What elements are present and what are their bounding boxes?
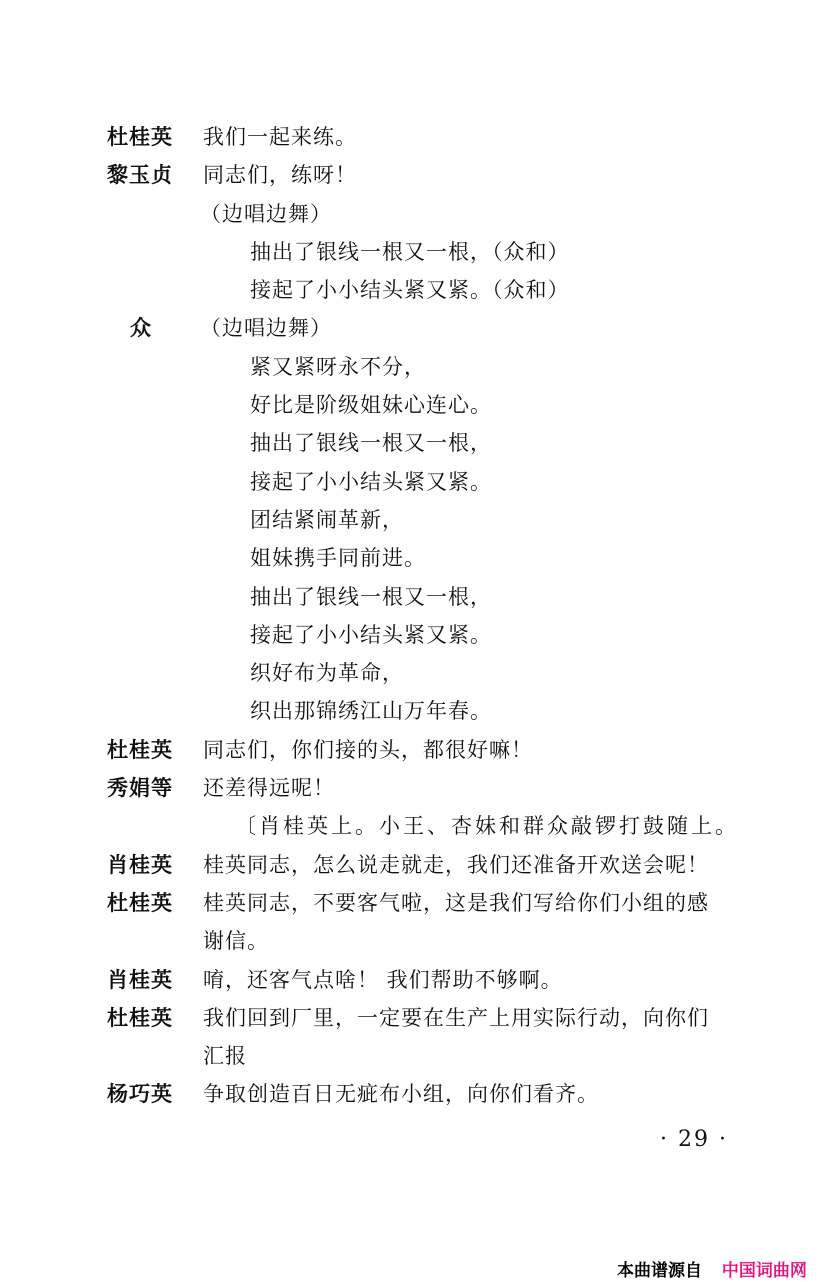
lyric-line: 紧又紧呀永不分，	[250, 354, 426, 379]
script-line	[0, 237, 822, 275]
dialogue-text: 我们回到厂里，一定要在生产上用实际行动，向你们	[203, 1005, 709, 1030]
stage-direction: 〔肖桂英上。小王、杏妹和群众敲锣打鼓随上。	[235, 814, 739, 839]
script-line	[0, 1079, 822, 1117]
lyric-line: 接起了小小结头紧又紧。（众和）	[250, 278, 570, 303]
speaker-name: 黎玉贞	[107, 163, 173, 188]
dialogue-text: 还差得远呢！	[203, 776, 335, 801]
lyric-line: 抽出了银线一根又一根，	[250, 431, 492, 456]
script-line	[0, 582, 822, 620]
script-line	[0, 926, 822, 964]
dialogue-text: 汇报	[203, 1044, 247, 1069]
performance-note: （边唱边舞）	[200, 201, 332, 226]
speaker-name: 秀娟等	[107, 776, 173, 801]
lyric-line: 抽出了银线一根又一根，	[250, 584, 492, 609]
performance-note: （边唱边舞）	[200, 316, 332, 341]
dialogue-text: 唷，还客气点啥！ 我们帮助不够啊。	[203, 967, 563, 992]
script-line	[0, 811, 822, 849]
script-line	[0, 735, 822, 773]
footer-watermark	[617, 1256, 807, 1281]
script-line	[0, 313, 822, 351]
lyric-line: 织出那锦绣江山万年春。	[250, 699, 492, 724]
script-line	[0, 160, 822, 198]
script-body	[0, 122, 822, 1118]
speaker-name: 杜桂英	[107, 1005, 173, 1030]
dialogue-text: 争取创造百日无疵布小组，向你们看齐。	[203, 1082, 599, 1107]
speaker-name: 杜桂英	[107, 890, 173, 915]
speaker-name: 肖桂英	[107, 967, 173, 992]
script-line	[0, 428, 822, 466]
footer-site-link[interactable]: 中国词曲网	[721, 1261, 807, 1281]
dialogue-text: 桂英同志，不要客气啦，这是我们写给你们小组的感	[203, 890, 709, 915]
lyric-line: 接起了小小结头紧又紧。	[250, 469, 492, 494]
dialogue-text: 谢信。	[203, 929, 269, 954]
speaker-name: 杜桂英	[107, 737, 173, 762]
lyric-line: 接起了小小结头紧又紧。	[250, 622, 492, 647]
script-line	[0, 505, 822, 543]
dialogue-text: 我们一起来练。	[203, 125, 357, 149]
script-line	[0, 620, 822, 658]
script-line	[0, 352, 822, 390]
script-line	[0, 390, 822, 428]
script-line	[0, 696, 822, 734]
script-line	[0, 1003, 822, 1041]
script-line	[0, 467, 822, 505]
script-line	[0, 658, 822, 696]
script-line	[0, 543, 822, 581]
script-line	[0, 122, 822, 160]
script-line	[0, 965, 822, 1003]
dialogue-text: 同志们，练呀！	[203, 163, 357, 188]
script-line	[0, 850, 822, 888]
speaker-name: 众	[130, 316, 152, 341]
lyric-line: 好比是阶级姐妹心连心。	[250, 393, 492, 418]
lyric-line: 团结紧闹革新，	[250, 507, 404, 532]
dialogue-text: 桂英同志，怎么说走就走，我们还准备开欢送会呢！	[203, 852, 709, 877]
footer-source-label: 本曲谱源自	[617, 1261, 702, 1281]
speaker-name: 肖桂英	[107, 852, 173, 877]
speaker-name: 杜桂英	[107, 125, 173, 149]
dialogue-text: 同志们，你们接的头，都很好嘛！	[203, 737, 533, 762]
speaker-name: 杨巧英	[107, 1082, 173, 1107]
page-number: · 29 ·	[660, 1127, 728, 1152]
lyric-line: 抽出了银线一根又一根，（众和）	[250, 239, 570, 264]
script-line	[0, 1041, 822, 1079]
lyric-line: 织好布为革命，	[250, 661, 404, 686]
script-line	[0, 773, 822, 811]
script-line	[0, 275, 822, 313]
script-line	[0, 199, 822, 237]
lyric-line: 姐妹携手同前进。	[250, 546, 426, 571]
script-line	[0, 888, 822, 926]
